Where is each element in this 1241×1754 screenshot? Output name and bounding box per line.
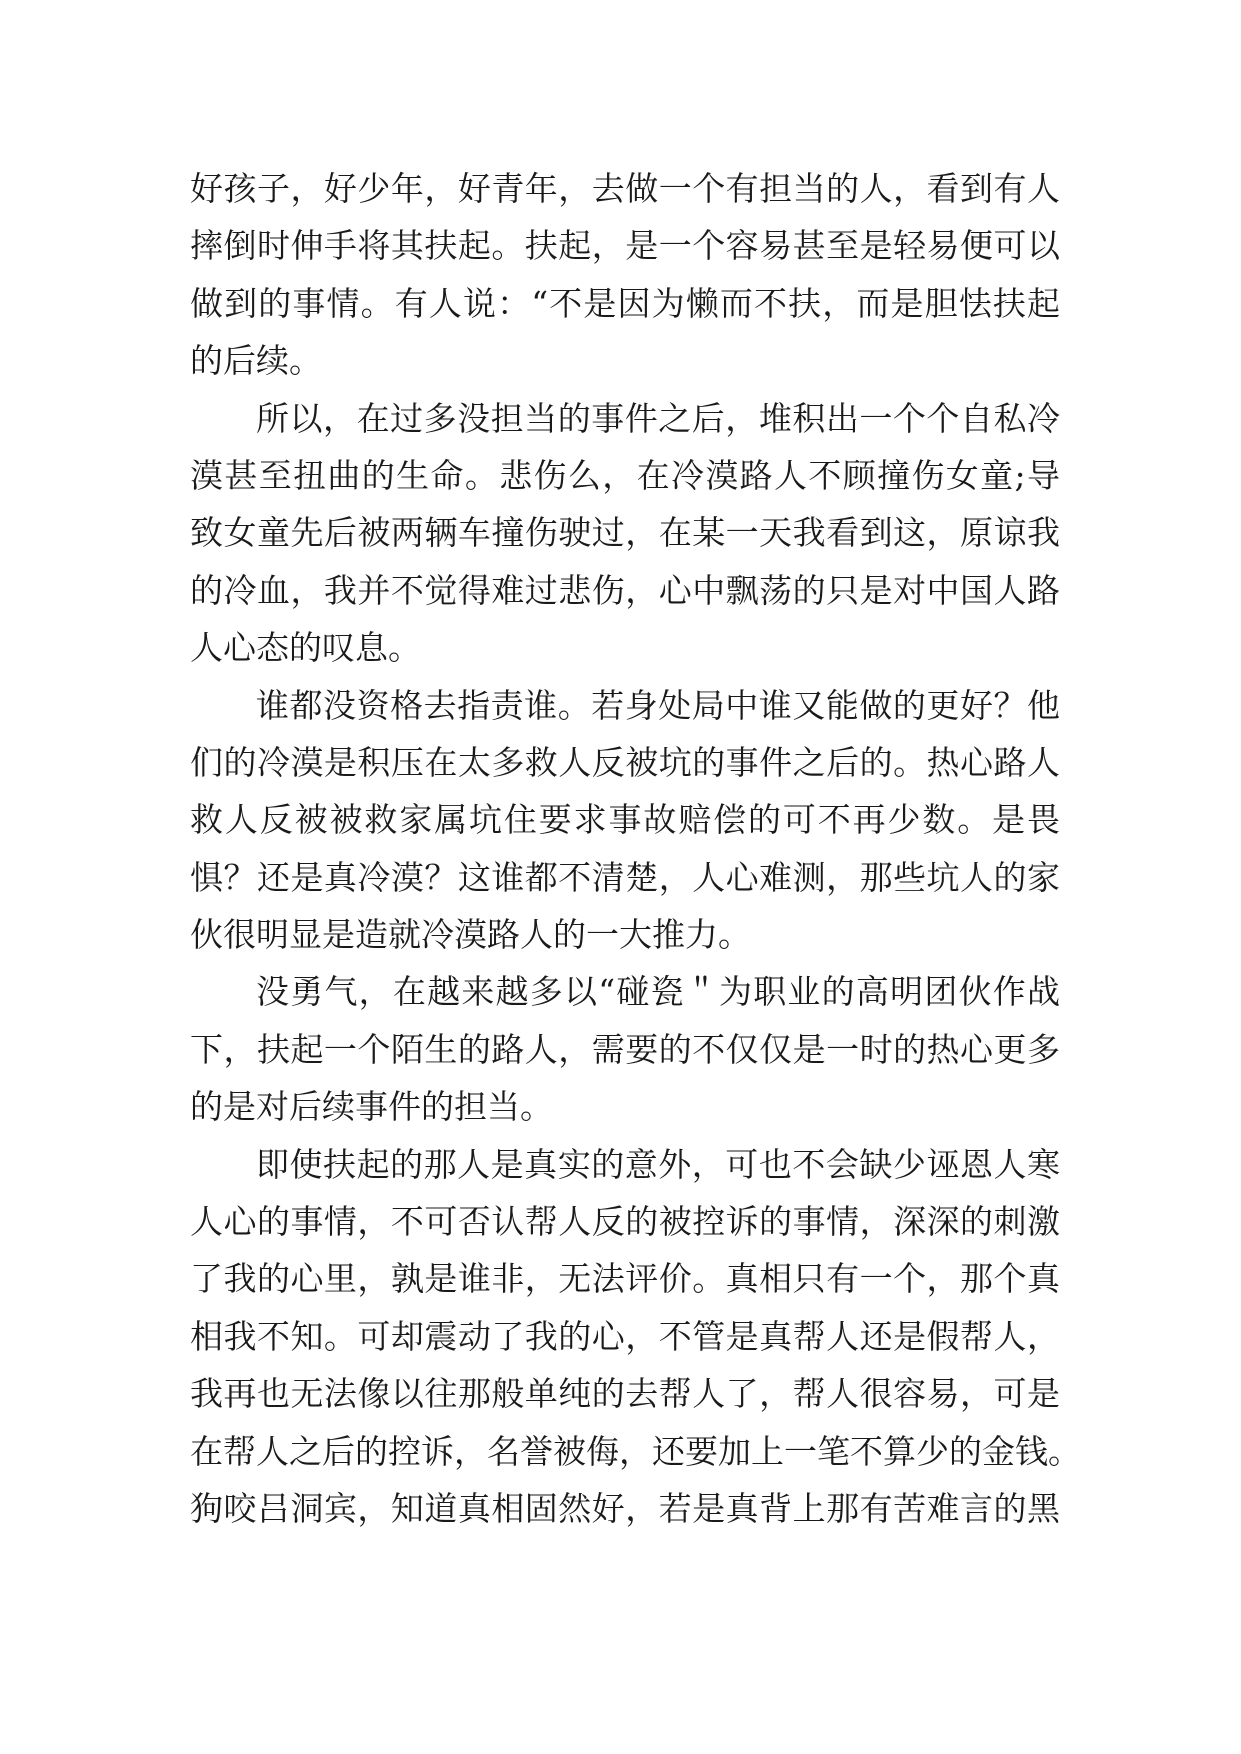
paragraph-2-line-5: 人心态的叹息。 xyxy=(190,628,421,668)
paragraph-3-line-3: 救人反被被救家属坑住要求事故赔偿的可不再少数。是畏 xyxy=(190,800,1060,840)
paragraph-5-line-6: 在帮人之后的控诉，名誉被侮，还要加上一笔不算少的金钱。 xyxy=(190,1431,1081,1471)
paragraph-1-line-1: 好孩子，好少年，好青年，去做一个有担当的人，看到有人 xyxy=(190,169,1060,208)
paragraph-2-line-1: 所以，在过多没担当的事件之后，堆积出一个个自私冷 xyxy=(256,398,1060,438)
paragraph-2-line-4: 的冷血，我并不觉得难过悲伤，心中飘荡的只是对中国人路 xyxy=(190,570,1060,610)
document-body xyxy=(190,160,1081,1537)
paragraph-4-line-3: 的是对后续事件的担当。 xyxy=(190,1087,553,1127)
paragraph-1-line-3: 做到的事情。有人说：“不是因为懒而不扶，而是胆怯扶起 xyxy=(190,283,1060,323)
paragraph-3-line-5: 伙很明显是造就冷漠路人的一大推力。 xyxy=(190,915,751,955)
paragraph-4-line-2: 下，扶起一个陌生的路人，需要的不仅仅是一时的热心更多 xyxy=(190,1029,1060,1069)
paragraph-5-line-1: 即使扶起的那人是真实的意外，可也不会缺少诬恩人寒 xyxy=(256,1144,1060,1184)
paragraph-5-line-4: 相我不知。可却震动了我的心，不管是真帮人还是假帮人， xyxy=(190,1316,1060,1356)
paragraph-3-line-2: 们的冷漠是积压在太多救人反被坑的事件之后的。热心路人 xyxy=(190,742,1060,782)
paragraph-3-line-4: 惧？还是真冷漠？这谁都不清楚，人心难测，那些坑人的家 xyxy=(190,857,1060,897)
paragraph-1-line-4: 的后续。 xyxy=(190,341,322,381)
paragraph-4-line-1: 没勇气，在越来越多以“碰瓷＂为职业的高明团伙作战 xyxy=(256,972,1060,1012)
paragraph-5-line-5: 我再也无法像以往那般单纯的去帮人了，帮人很容易，可是 xyxy=(190,1374,1060,1414)
paragraph-5-line-7: 狗咬吕洞宾，知道真相固然好，若是真背上那有苦难言的黑 xyxy=(190,1488,1060,1528)
paragraph-5-line-3: 了我的心里，孰是谁非，无法评价。真相只有一个，那个真 xyxy=(190,1259,1060,1299)
paragraph-1-line-2: 摔倒时伸手将其扶起。扶起，是一个容易甚至是轻易便可以 xyxy=(190,226,1060,266)
paragraph-2-line-3: 致女童先后被两辆车撞伤驶过，在某一天我看到这，原谅我 xyxy=(190,513,1060,553)
paragraph-2-line-2: 漠甚至扭曲的生命。悲伤么，在冷漠路人不顾撞伤女童;导 xyxy=(190,455,1060,495)
paragraph-3-line-1: 谁都没资格去指责谁。若身处局中谁又能做的更好？他 xyxy=(256,685,1060,725)
paragraph-5-line-2: 人心的事情，不可否认帮人反的被控诉的事情，深深的刺激 xyxy=(190,1202,1060,1242)
